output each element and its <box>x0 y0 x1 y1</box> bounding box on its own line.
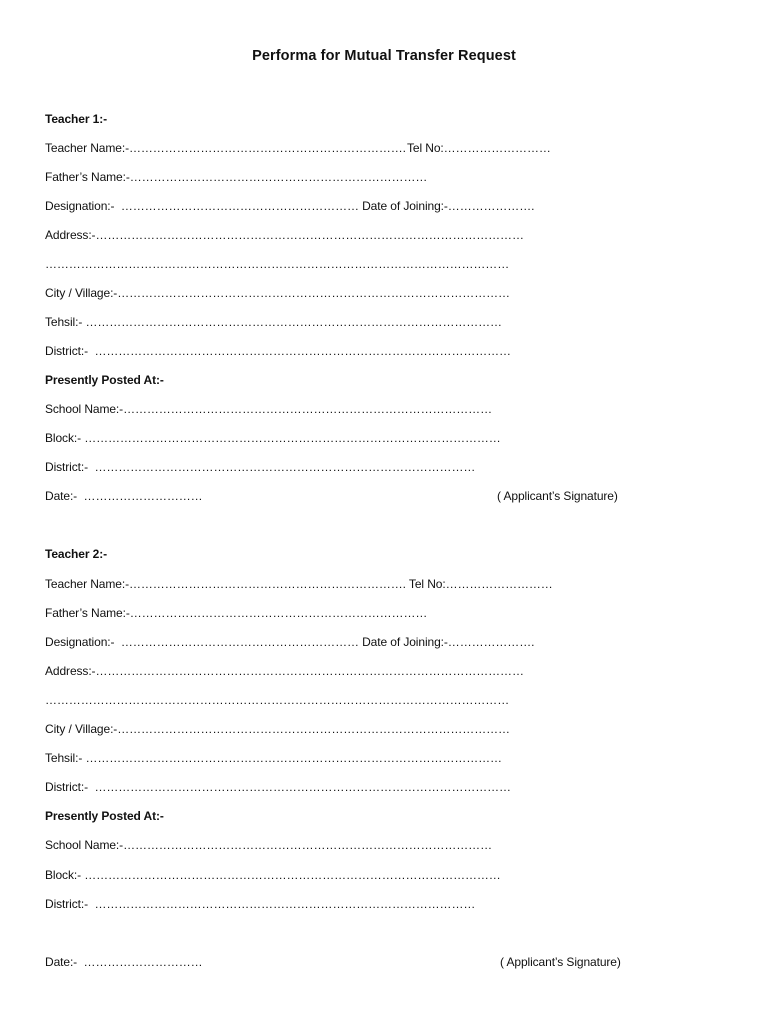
teacher2-school-name-field: School Name:-………………………………………………………………………………… <box>45 838 492 852</box>
teacher1-posted-district-field: District:- …………………………………………………………………………………… <box>45 460 476 474</box>
teacher1-date-field: Date:- ………………………… <box>45 489 203 503</box>
teacher2-city-village-field: City / Village:-……………………………………………………………………………………… <box>45 722 510 736</box>
teacher2-name-tel-field: Teacher Name:-……………………………………………………………. Tel No:……………………… <box>45 577 553 591</box>
teacher1-tehsil-field: Tehsil:- …………………………………………………………………………………………… <box>45 315 502 329</box>
teacher1-designation-field: Designation:- …………………………………………………… Date of Joining:-…………………. <box>45 199 535 213</box>
teacher1-signature-label: ( Applicant’s Signature) <box>497 489 618 503</box>
teacher2-tehsil-field: Tehsil:- …………………………………………………………………………………………… <box>45 751 502 765</box>
teacher1-address-field: Address:-……………………………………………………………………………………………… <box>45 228 524 242</box>
page-title: Performa for Mutual Transfer Request <box>252 48 516 64</box>
teacher1-block-field: Block:- …………………………………………………………………………………………… <box>45 431 501 445</box>
teacher1-district-field: District:- …………………………………………………………………………………………… <box>45 344 511 358</box>
teacher1-city-village-field: City / Village:-……………………………………………………………………………………… <box>45 286 510 300</box>
teacher2-posted-district-field: District:- …………………………………………………………………………………… <box>45 897 476 911</box>
teacher2-fathers-name-field: Father’s Name:-………………………………………………………………… <box>45 606 428 620</box>
teacher1-tel-field: Tel No:……………………… <box>407 141 551 155</box>
teacher1-fathers-name-field: Father’s Name:-………………………………………………………………… <box>45 170 428 184</box>
teacher2-block-field: Block:- …………………………………………………………………………………………… <box>45 868 501 882</box>
teacher2-signature-label: ( Applicant’s Signature) <box>500 955 621 969</box>
teacher2-address-continued: ……………………………………………………………………………………………………… <box>45 693 510 707</box>
teacher2-heading: Teacher 2:- <box>45 547 108 561</box>
teacher1-name-field: Teacher Name:-……………………………………………………………. <box>45 141 406 155</box>
teacher2-address-field: Address:-……………………………………………………………………………………………… <box>45 664 524 678</box>
teacher2-district-field: District:- …………………………………………………………………………………………… <box>45 780 511 794</box>
teacher1-heading: Teacher 1:- <box>45 112 108 126</box>
teacher2-presently-posted-heading: Presently Posted At:- <box>45 809 164 823</box>
teacher2-date-field: Date:- ………………………… <box>45 955 203 969</box>
teacher1-school-name-field: School Name:-………………………………………………………………………………… <box>45 402 492 416</box>
teacher1-presently-posted-heading: Presently Posted At:- <box>45 373 164 387</box>
teacher1-address-continued: ……………………………………………………………………………………………………… <box>45 257 510 271</box>
teacher2-designation-field: Designation:- …………………………………………………… Date of Joining:-…………………. <box>45 635 535 649</box>
